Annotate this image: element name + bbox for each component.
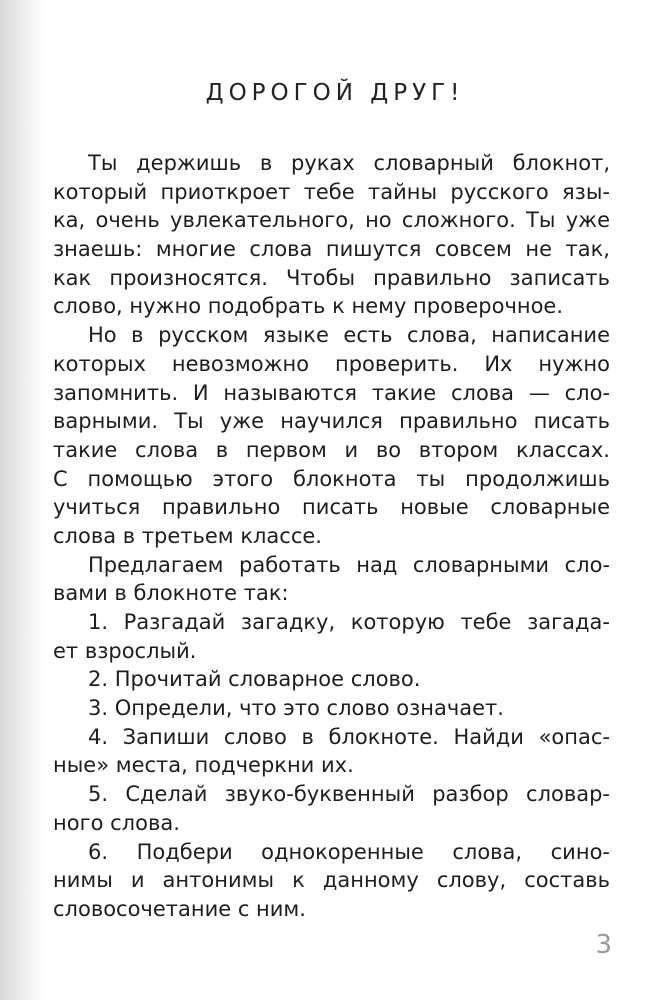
- list-item-line: 1. Разгадай загадку, которую тебе загада-: [88, 610, 610, 634]
- list-item-line: 4. Запиши слово в блокноте. Найди «опас-: [88, 724, 610, 749]
- page-number: 3: [595, 930, 612, 960]
- text-line: которых невозможно проверить. Их нужно: [53, 351, 610, 376]
- list-item-line: 5. Сделай звуко-буквенный разбор словар-: [88, 782, 610, 807]
- text-line: слова в третьем классе.: [53, 523, 322, 548]
- text-line: знаешь: многие слова пишутся совсем не так,: [53, 237, 610, 262]
- text-line: который приоткроет тебе тайны русского язы-: [53, 179, 610, 204]
- text-line: варными. Ты уже научился правильно писать: [53, 409, 610, 434]
- text-line: запомнить. И называются такие слова — сло-: [53, 380, 610, 405]
- text-line: С помощью этого блокнота ты продолжишь: [53, 466, 610, 491]
- list-item-line: 2. Прочитай словарное слово.: [88, 667, 421, 692]
- list-item-line: ет взрослый.: [53, 638, 197, 663]
- list-item-line: ные» места, подчеркни их.: [53, 753, 354, 778]
- text-line: Предлагаем работать над словарными сло-: [88, 552, 610, 577]
- list-item-line: ного слова.: [53, 810, 180, 835]
- text-line: как произносятся. Чтобы правильно записать: [53, 265, 610, 290]
- text-line: слово, нужно подобрать к нему проверочное.: [53, 294, 564, 319]
- text-line: Ты держишь в руках словарный блокнот,: [88, 151, 610, 175]
- list-item-line: 6. Подбери однокоренные слова, сино-: [88, 839, 610, 864]
- text-line: учиться правильно писать новые словарные: [53, 495, 610, 520]
- text-line: Но в русском языке есть слова, написание: [88, 323, 610, 348]
- list-item-line: 3. Определи, что это слово означает.: [88, 696, 504, 721]
- text-line: вами в блокноте так:: [53, 581, 289, 606]
- text-line: ка, очень увлекательного, но сложного. Ты уже: [53, 208, 610, 233]
- body-text: [53, 149, 610, 924]
- page-title: ДОРОГОЙ ДРУГ!: [205, 80, 465, 106]
- list-item-line: словосочетание с ним.: [53, 896, 306, 921]
- text-line: такие слова в первом и во втором классах.: [53, 437, 610, 462]
- list-item-line: нимы и антонимы к данному слову, составь: [53, 868, 610, 893]
